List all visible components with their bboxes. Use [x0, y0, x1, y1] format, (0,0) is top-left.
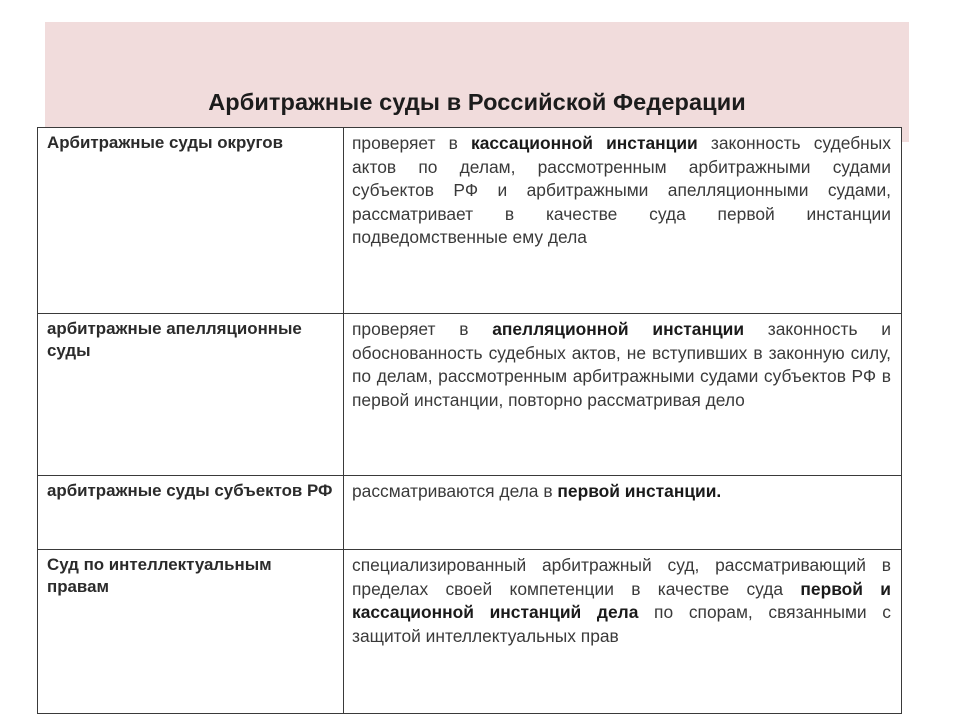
court-name: Суд по интеллектуальным правам [38, 550, 344, 714]
table-row [38, 314, 902, 476]
title-band [45, 22, 909, 142]
court-description: проверяет в кассационной инстанции законность судебных актов по делам, рассмотренным арбитражными судами субъектов РФ и арбитражными апелляционными судами, рассматривает в качестве суда первой инстанции подведомственные ему дела [344, 128, 902, 314]
court-name: Арбитражные суды округов [38, 128, 344, 314]
court-description: специализированный арбитражный суд, рассматривающий в пределах своей компетенции в качестве суда первой и кассационной инстанций дела по спорам, связанными с защитой интеллектуальных прав [344, 550, 902, 714]
court-description: проверяет в апелляционной инстанции законность и обоснованность судебных актов, не вступивших в законную силу, по делам, рассмотренным арбитражными судами субъектов РФ в первой инстанции, повторно рассматривая дело [344, 314, 902, 476]
court-name: арбитражные апелляционные суды [38, 314, 344, 476]
page-title: Арбитражные суды в Российской Федерации [208, 89, 746, 115]
table-row [38, 476, 902, 550]
table-row [38, 128, 902, 314]
court-description: рассматриваются дела в первой инстанции. [344, 476, 902, 550]
table-row [38, 550, 902, 714]
courts-table [37, 127, 902, 714]
court-name: арбитражные суды субъектов РФ [38, 476, 344, 550]
